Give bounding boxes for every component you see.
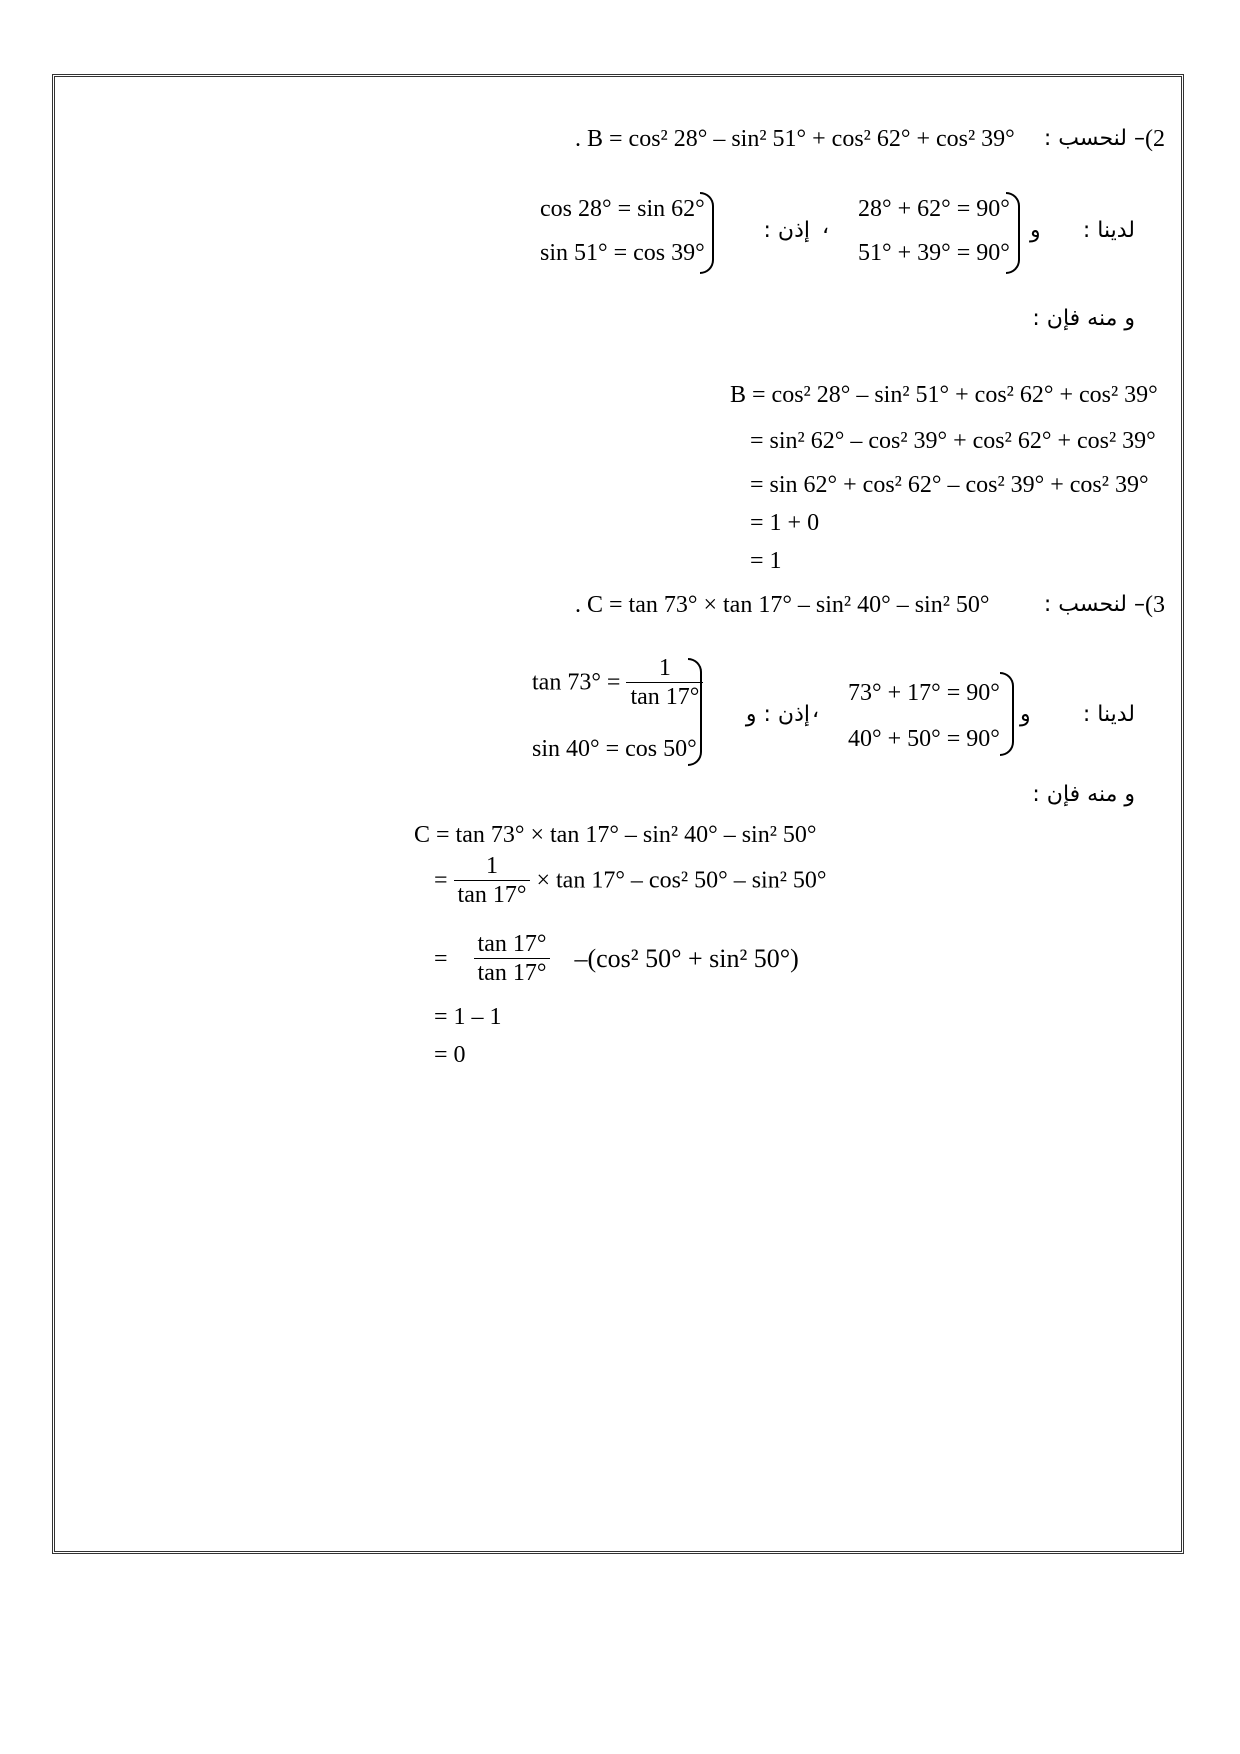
part3-step2-rest: × tan 17° – cos² 50° – sin² 50° [536,867,827,894]
part2-step-5: = 1 [750,548,782,574]
part3-sum-2: 40° + 50° = 90° [848,726,1000,752]
part3-hence-label: و منه فإن : [1032,782,1135,807]
part3-step3-numerator: tan 17° [477,931,547,957]
part3-heading-label: – لنحسب : [1043,592,1145,617]
page-border [52,74,1184,1554]
part3-then-label: إذن : و [745,702,810,727]
part2-and-label: و [1030,218,1041,243]
part3-eq1-left: tan 73° = [532,669,621,696]
part3-step3-fraction [474,930,551,987]
part3-step-4: = 1 – 1 [434,1004,502,1030]
part2-have-label: لدينا : [1082,218,1135,243]
part2-heading-expression: . B = cos² 28° – sin² 51° + cos² 62° + cos² 39° [575,126,1015,152]
part2-heading-label: – لنحسب : [1043,126,1145,151]
part3-step2-denominator: tan 17° [454,880,531,909]
part3-step2-numerator: 1 [486,853,498,879]
part3-equality-1 [532,654,703,711]
part3-step3-rest: –(cos² 50° + sin² 50°) [574,943,799,973]
part2-sum-1: 28° + 62° = 90° [858,196,1010,222]
part3-heading-expression: . C = tan 73° × tan 17° – sin² 40° – sin² 50° [575,592,990,618]
part3-eq1-numerator: 1 [658,655,671,681]
part3-step3-denominator: tan 17° [474,958,551,987]
part3-step-2 [434,852,827,909]
part2-sums-brace [1006,192,1020,274]
part2-equalities-brace [700,192,714,274]
part2-step-1: B = cos² 28° – sin² 51° + cos² 62° + cos² 39° [730,382,1158,408]
part3-sums-brace [1000,672,1014,756]
part3-have-label: لدينا : [1082,702,1135,727]
part2-step-4: = 1 + 0 [750,510,820,536]
part2-step-3: = sin 62° + cos² 62° – cos² 39° + cos² 39° [750,472,1149,498]
part3-step2-fraction [454,852,531,909]
part3-step-3 [434,930,799,987]
part3-equalities-brace [688,658,702,766]
part3-step2-equals: = [434,867,448,894]
part2-number: (2 [1145,126,1165,152]
part2-hence-label: و منه فإن : [1032,306,1135,331]
part3-sum-1: 73° + 17° = 90° [848,680,1000,706]
part3-equality-2: sin 40° = cos 50° [532,736,697,762]
part2-then-label: إذن : [763,218,810,243]
part3-step-5: = 0 [434,1042,466,1068]
part3-step-1: C = tan 73° × tan 17° – sin² 40° – sin² 50° [414,822,817,848]
part3-comma: ، [812,698,820,723]
part2-sum-2: 51° + 39° = 90° [858,240,1010,266]
part3-number: (3 [1145,592,1165,618]
part3-and-label: و [1020,702,1031,727]
part3-eq1-denominator: tan 17° [626,682,703,711]
part2-equality-2: sin 51° = cos 39° [540,240,705,266]
part2-equality-1: cos 28° = sin 62° [540,196,705,222]
part3-step3-equals: = [434,945,448,972]
part2-comma: ، [822,214,830,239]
part2-step-2: = sin² 62° – cos² 39° + cos² 62° + cos² 39° [750,428,1156,454]
